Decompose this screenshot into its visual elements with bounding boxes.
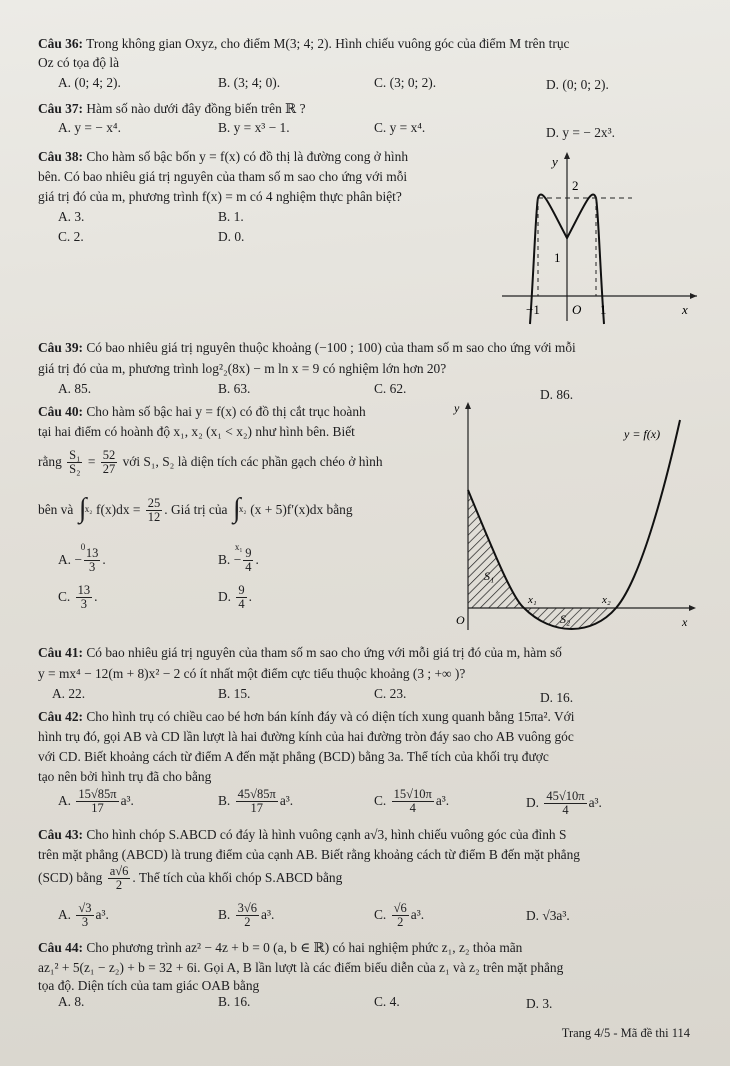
q43-b-num: 3√6 <box>237 901 258 916</box>
q44-label: Câu 44: <box>38 940 84 955</box>
q43-b-letter: B. <box>218 907 231 922</box>
q40-b-num: 9 <box>245 546 252 561</box>
q38-y-label: y <box>552 154 558 169</box>
q37-label: Câu 37: <box>38 101 84 116</box>
q40-int1-body: f(x)dx = <box>96 502 141 517</box>
q41-line2: y = mx⁴ − 12(m + 8)x² − 2 có ít nhất một điểm cực tiểu thuộc khoảng (3 ; +∞ )? <box>38 666 466 681</box>
q38-text1: Cho hàm số bậc bốn y = f(x) có đồ thị là đường cong ở hình <box>86 149 409 164</box>
q37-option-d[interactable]: D. y = − 2x³. <box>546 125 615 140</box>
q38-x-label: x <box>682 302 688 317</box>
q38-line1 <box>38 149 408 165</box>
q39-option-c[interactable]: C. 62. <box>374 381 407 396</box>
q42-a-tail: a³. <box>120 793 134 808</box>
q38-option-b[interactable]: B. 1. <box>218 209 244 224</box>
q42-option-b[interactable] <box>218 786 293 816</box>
q40-int1-lower: 0 <box>80 541 86 552</box>
q38-option-a[interactable]: A. 3. <box>58 209 85 224</box>
q39-line2: giá trị đó của m, phương trình log²₂(8x) − m ln x = 9 có nghiệm lớn hơn 20? <box>38 361 447 376</box>
q43-text3b: . Thể tích của khối chóp S.ABCD bằng <box>132 870 343 885</box>
q40-c-den: 3 <box>80 597 88 612</box>
q40-s1-label: S₁ <box>484 569 495 583</box>
q42-c-den: 4 <box>409 801 416 816</box>
q42-line2: hình trụ đó, gọi AB và CD lần lượt là hai đường kính của hai đường tròn đáy sao cho AB vuông góc <box>38 729 574 744</box>
q40-x-label: x <box>682 615 688 629</box>
q40-option-a[interactable]: A. − $\frac{13}{3}$ . <box>58 546 106 575</box>
q39-label: Câu 39: <box>38 340 84 355</box>
q40-integral-2: ∫ x₂ x₁ <box>231 491 247 531</box>
q40-s1: S₁ <box>69 448 81 463</box>
q40-int2-body: (x + 5)f′(x)dx bằng <box>250 502 353 517</box>
q40-line4 <box>38 488 353 552</box>
q43-b-den: 2 <box>244 915 251 930</box>
q43-option-d[interactable]: D. √3a³. <box>526 908 570 923</box>
q42-c-num: 15√10π <box>393 787 432 802</box>
q40-option-d[interactable]: D. $\frac{9}{4}$ . <box>218 583 252 612</box>
q40-a-den: 3 <box>89 560 96 575</box>
q40-x-arrow <box>689 605 696 611</box>
q42-d-den: 4 <box>562 803 569 818</box>
q37-text: Hàm số nào dưới đây đồng biến trên ℝ ? <box>86 101 306 116</box>
q43-c-num: √6 <box>393 901 407 916</box>
q38-tick-1: 1 <box>554 250 561 265</box>
q42-a-den: 17 <box>91 801 104 816</box>
q40-text4a: bên và <box>38 502 74 517</box>
q36-text: Trong không gian Oxyz, cho điểm M(3; 4; 2). Hình chiếu vuông góc của điểm M trên trục <box>86 36 570 51</box>
q42-b-den: 17 <box>250 801 263 816</box>
q42-c-letter: C. <box>374 793 387 808</box>
q44-option-c[interactable]: C. 4. <box>374 994 400 1009</box>
q40-x2-label: x₂ <box>602 594 611 606</box>
q42-d-tail: a³. <box>588 795 602 810</box>
q40-text3b: với S₁, S₂ là diện tích các phần gạch chéo ở hình <box>122 454 383 469</box>
q38-origin: O <box>572 302 582 317</box>
q36-line1 <box>38 36 569 52</box>
q40-label: Câu 40: <box>38 404 84 419</box>
q42-b-letter: B. <box>218 793 231 808</box>
q43-option-a[interactable] <box>58 900 109 930</box>
q40-option-b[interactable]: B. − $\frac{9}{4}$ . <box>218 546 259 575</box>
q40-ratio-value <box>101 449 118 476</box>
q40-r52: 52 <box>102 448 116 463</box>
q40-d-den: 4 <box>238 597 245 612</box>
q44-option-b[interactable]: B. 16. <box>218 994 251 1009</box>
q40-origin: O <box>456 613 465 627</box>
q43-option-c[interactable] <box>374 900 424 930</box>
q40-d-num: 9 <box>238 583 245 598</box>
q43-b-tail: a³. <box>261 907 275 922</box>
q43-a-letter: A. <box>58 907 72 922</box>
q41-text1: Có bao nhiêu giá trị nguyên của tham số m sao cho ứng với mỗi giá trị đó của m, hàm số <box>86 645 562 660</box>
q40-region-s1 <box>468 490 524 608</box>
q38-tick-x1: 1 <box>600 302 607 317</box>
q42-c-tail: a³. <box>435 793 450 808</box>
q38-tick-2: 2 <box>572 178 579 193</box>
q43-dist-den: 2 <box>115 878 123 893</box>
q39-option-b[interactable]: B. 63. <box>218 381 251 396</box>
q39-line1 <box>38 340 576 356</box>
q42-a-num: 15√85π <box>78 787 117 802</box>
q38-x-arrow <box>690 293 697 299</box>
q44-line3: tọa độ. Diện tích của tam giác OAB bằng <box>38 978 260 993</box>
q42-line3: với CD. Biết khoảng cách từ điểm A đến mặt phẳng (BCD) bằng 3a. Thể tích của khối trụ được <box>38 749 549 764</box>
q40-int1-value <box>146 497 163 524</box>
q38-graph <box>492 146 702 326</box>
q43-option-b[interactable] <box>218 900 274 930</box>
q44-line2: az₁² + 5(z₁ − z₂) + b = 32 + 6i. Gọi A, B lần lượt là các điểm biểu diễn của z₁ và z₂ trên mặt phẳng <box>38 960 564 975</box>
q39-option-a[interactable]: A. 85. <box>58 381 92 396</box>
q42-option-c[interactable] <box>374 786 449 816</box>
q44-line1 <box>38 940 522 956</box>
q39-text1: Có bao nhiêu giá trị nguyên thuộc khoảng (−100 ; 100) của tham số m sao cho ứng với mỗi <box>86 340 576 355</box>
q43-c-tail: a³. <box>410 907 425 922</box>
q40-text4b: . Giá trị của <box>164 502 228 517</box>
q43-line2: trên mặt phẳng (ABCD) là trung điểm của cạnh AB. Biết rằng khoảng cách từ điểm B đến mặt phẳng <box>38 847 580 862</box>
q40-c-num: 13 <box>77 583 91 598</box>
q43-text1: Cho hình chóp S.ABCD có đáy là hình vuông cạnh a√3, hình chiếu vuông góc của đỉnh S <box>86 827 567 842</box>
q40-integral-1: ∫ x₂ 0 <box>77 491 93 531</box>
q38-option-c[interactable]: C. 2. <box>58 229 84 244</box>
q43-a-num: √3 <box>78 901 92 916</box>
q40-option-c[interactable]: C. $\frac{13}{3}$ . <box>58 583 98 612</box>
q43-c-den: 2 <box>397 915 404 930</box>
q38-option-d[interactable]: D. 0. <box>218 229 245 244</box>
q43-dist-num: a√6 <box>109 864 129 879</box>
q41-line1 <box>38 645 562 661</box>
q40-x1-label: x₁ <box>528 594 537 606</box>
q42-b-num: 45√85π <box>237 787 276 802</box>
q43-c-letter: C. <box>374 907 387 922</box>
q37-option-b[interactable]: B. y = x³ − 1. <box>218 120 290 135</box>
q36-option-c[interactable]: C. (3; 0; 2). <box>374 75 437 90</box>
q40-b-sign: B. − <box>218 552 242 567</box>
q42-a-letter: A. <box>58 793 72 808</box>
q40-y-arrow <box>465 402 471 409</box>
q41-option-b[interactable]: B. 15. <box>218 686 251 701</box>
q38-line3: giá trị đó của m, phương trình f(x) = m có 4 nghiệm thực phân biệt? <box>38 189 402 204</box>
q44-option-d[interactable]: D. 3. <box>526 996 553 1011</box>
q40-int2-upper: x₂ <box>238 503 247 514</box>
q40-c-sign: C. <box>58 589 71 604</box>
q42-option-d[interactable] <box>526 788 602 818</box>
q40-curve-label: y = f(x) <box>624 427 661 441</box>
q40-r27: 27 <box>102 462 116 477</box>
q43-a-tail: a³. <box>95 907 109 922</box>
q40-text3a: rằng <box>38 454 62 469</box>
q42-option-a[interactable] <box>58 786 134 816</box>
q40-a-sign: A. − <box>58 552 82 567</box>
q38-tick-m1: −1 <box>526 302 540 317</box>
q43-line1 <box>38 827 566 843</box>
q43-line3 <box>38 862 342 894</box>
q36-label: Câu 36: <box>38 36 84 51</box>
q43-text3a: (SCD) bằng <box>38 870 103 885</box>
q38-label: Câu 38: <box>38 149 84 164</box>
q40-line2: tại hai điểm có hoành độ x₁, x₂ (x₁ < x₂) như hình bên. Biết <box>38 424 355 439</box>
q36-option-a[interactable]: A. (0; 4; 2). <box>58 75 121 90</box>
page-footer: Trang 4/5 - Mã đề thi 114 <box>561 1026 690 1040</box>
q42-line4: tạo nên bởi hình trụ đã cho bằng <box>38 769 212 784</box>
q44-option-a[interactable]: A. 8. <box>58 994 85 1009</box>
q40-line3: rằng $\frac{\text{S₁}}{\text{S₂}}$ = $\frac{52}{27}$ với S₁, S₂ là diện tích các phần gạch chéo ở hình <box>38 448 383 477</box>
q40-a-num: 13 <box>85 546 99 561</box>
q40-d-sign: D. <box>218 589 232 604</box>
q40-ratio-s <box>67 449 82 476</box>
q40-int2-lower: x₁ <box>234 541 243 552</box>
q36-option-b[interactable]: B. (3; 4; 0). <box>218 75 281 90</box>
q44-text1: Cho phương trình az² − 4z + b = 0 (a, b ∈ ℝ) có hai nghiệm phức z₁, z₂ thỏa mãn <box>86 940 523 955</box>
q43-label: Câu 43: <box>38 827 84 842</box>
q41-option-d[interactable]: D. 16. <box>540 690 574 705</box>
q41-option-a[interactable]: A. 22. <box>52 686 86 701</box>
q41-label: Câu 41: <box>38 645 84 660</box>
q37-option-a[interactable]: A. y = − x⁴. <box>58 120 121 135</box>
q36-option-d[interactable]: D. (0; 0; 2). <box>546 77 609 92</box>
q42-label: Câu 42: <box>38 709 84 724</box>
q37-line1 <box>38 101 306 117</box>
q37-option-c[interactable]: C. y = x⁴. <box>374 120 426 135</box>
q40-graph <box>452 398 702 638</box>
q40-b-den: 4 <box>245 560 252 575</box>
q42-line1 <box>38 709 574 725</box>
q41-option-c[interactable]: C. 23. <box>374 686 407 701</box>
q40-text1: Cho hàm số bậc hai y = f(x) có đồ thị cắt trục hoành <box>86 404 366 419</box>
q40-s2: S₂ <box>69 462 81 477</box>
q38-line2: bên. Có bao nhiêu giá trị nguyên của tham số m sao cho ứng với mỗi <box>38 169 408 184</box>
q42-text1: Cho hình trụ có chiều cao bé hơn bán kính đáy và có diện tích xung quanh bằng 15πa². Với <box>86 709 575 724</box>
q36-line2: Oz có tọa độ là <box>38 55 120 70</box>
q40-v25: 25 <box>147 496 161 511</box>
q42-d-letter: D. <box>526 795 540 810</box>
q40-v12: 12 <box>147 510 161 525</box>
q42-b-tail: a³. <box>279 793 294 808</box>
q43-a-den: 3 <box>81 915 89 930</box>
q40-int1-upper: x₂ <box>84 503 93 514</box>
q38-y-arrow <box>564 152 570 159</box>
q39-option-d[interactable]: D. 86. <box>540 387 574 402</box>
q42-d-num: 45√10π <box>546 789 585 804</box>
q40-line1 <box>38 404 366 420</box>
q40-y-label: y <box>454 401 460 415</box>
q40-s2-label: S₂ <box>560 612 571 626</box>
